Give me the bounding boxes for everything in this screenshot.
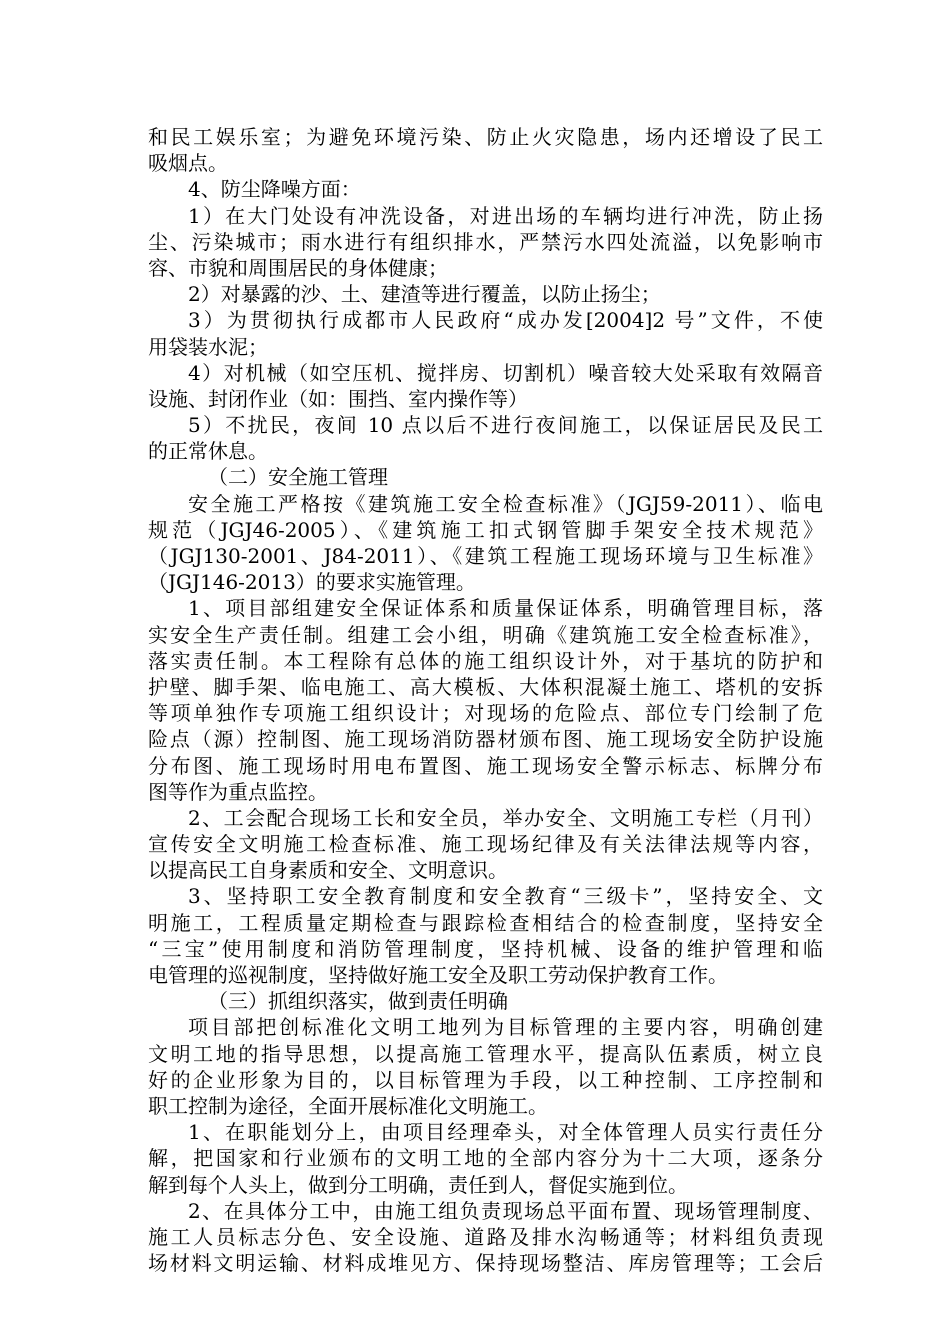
text-line: （JGJ130-2001、J84-2011）、《建筑工程施工现场环境与卫生标准》 bbox=[148, 544, 823, 568]
text-line: 2、工会配合现场工长和安全员，举办安全、文明施工专栏（月刊） bbox=[188, 805, 823, 830]
text-line: 规范（JGJ46-2005）、《建筑施工扣式钢管脚手架安全技术规范》 bbox=[148, 517, 823, 542]
text-line: 2、在具体分工中，由施工组负责现场总平面布置、现场管理制度、 bbox=[188, 1198, 823, 1223]
document-body bbox=[148, 124, 823, 1276]
text-line: 的正常休息。 bbox=[148, 439, 268, 464]
text-line: 落实责任制。本工程除有总体的施工组织设计外，对于基坑的防护和 bbox=[148, 648, 823, 673]
text-line: 4）对机械（如空压机、搅拌房、切割机）噪音较大处采取有效隔音 bbox=[188, 360, 823, 385]
text-line: 场材料文明运输、材料成堆见方、保持现场整洁、库房管理等；工会后 bbox=[148, 1251, 823, 1276]
text-line: 1、项目部组建安全保证体系和质量保证体系，明确管理目标，落 bbox=[188, 596, 823, 621]
text-line: 险点（源）控制图、施工现场消防器材颁布图、施工现场安全防护设施 bbox=[148, 727, 823, 752]
text-line: 吸烟点。 bbox=[148, 151, 228, 176]
text-line: 护壁、脚手架、临电施工、高大模板、大体积混凝土施工、塔机的安拆 bbox=[148, 674, 823, 699]
text-line: 解，把国家和行业颁布的文明工地的全部内容分为十二大项，逐条分 bbox=[148, 1146, 823, 1171]
text-line: 施工人员标志分色、安全设施、道路及排水沟畅通等；材料组负责现 bbox=[148, 1224, 823, 1249]
text-line: 项目部把创标准化文明工地列为目标管理的主要内容，明确创建 bbox=[188, 1015, 823, 1040]
text-line: （三）抓组织落实，做到责任明确 bbox=[208, 989, 508, 1014]
text-line: 设施、封闭作业（如：围挡、室内操作等） bbox=[148, 386, 528, 411]
text-line: 尘、污染城市；雨水进行有组织排水，严禁污水四处流溢，以免影响市 bbox=[148, 229, 823, 254]
text-line: 明施工，工程质量定期检查与跟踪检查相结合的检查制度，坚持安全 bbox=[148, 910, 823, 935]
text-line: 安全施工严格按《建筑施工安全检查标准》（JGJ59-2011）、临电 bbox=[188, 491, 823, 516]
text-line: 实安全生产责任制。组建工会小组，明确《建筑施工安全检查标准》， bbox=[148, 622, 823, 647]
text-line: “三宝”使用制度和消防管理制度，坚持机械、设备的维护管理和临 bbox=[148, 936, 823, 961]
text-line: 2）对暴露的沙、土、建渣等进行覆盖，以防止扬尘； bbox=[188, 282, 661, 307]
text-line: 图等作为重点监控。 bbox=[148, 779, 328, 804]
text-line: 1）在大门处设有冲洗设备，对进出场的车辆均进行冲洗，防止扬 bbox=[188, 203, 823, 228]
text-line: 文明工地的指导思想，以提高施工管理水平，提高队伍素质，树立良 bbox=[148, 1041, 823, 1066]
text-line: 1、在职能划分上，由项目经理牵头，对全体管理人员实行责任分 bbox=[188, 1120, 823, 1145]
text-line: 宣传安全文明施工检查标准、施工现场纪律及有关法律法规等内容， bbox=[148, 832, 823, 857]
text-line: 4、防尘降噪方面： bbox=[188, 177, 361, 202]
text-line: 电管理的巡视制度，坚持做好施工安全及职工劳动保护教育工作。 bbox=[148, 963, 728, 987]
text-line: 3）为贯彻执行成都市人民政府“成办发[2004]2 号”文件，不使 bbox=[188, 308, 823, 333]
text-line: 以提高民工自身素质和安全、文明意识。 bbox=[148, 858, 508, 883]
text-line: 分布图、施工现场时用电布置图、施工现场安全警示标志、标牌分布 bbox=[148, 753, 823, 778]
text-line: 和民工娱乐室；为避免环境污染、防止火灾隐患，场内还增设了民工 bbox=[148, 125, 823, 149]
text-line: 解到每个人头上，做到分工明确，责任到人，督促实施到位。 bbox=[148, 1172, 688, 1197]
text-line: 3、坚持职工安全教育制度和安全教育“三级卡”，坚持安全、文 bbox=[188, 884, 823, 909]
text-line: 用袋装水泥； bbox=[148, 334, 268, 359]
text-line: 职工控制为途径，全面开展标准化文明施工。 bbox=[148, 1093, 548, 1118]
text-line: 5）不扰民，夜间 10 点以后不进行夜间施工，以保证居民及民工 bbox=[188, 413, 823, 438]
text-line: （JGJ146-2013）的要求实施管理。 bbox=[148, 570, 476, 595]
text-line: （二）安全施工管理 bbox=[208, 465, 388, 490]
text-line: 等项单独作专项施工组织设计；对现场的危险点、部位专门绘制了危 bbox=[148, 701, 823, 726]
text-line: 容、市貌和周围居民的身体健康； bbox=[148, 255, 448, 280]
text-line: 好的企业形象为目的，以目标管理为手段，以工种控制、工序控制和 bbox=[148, 1067, 823, 1092]
